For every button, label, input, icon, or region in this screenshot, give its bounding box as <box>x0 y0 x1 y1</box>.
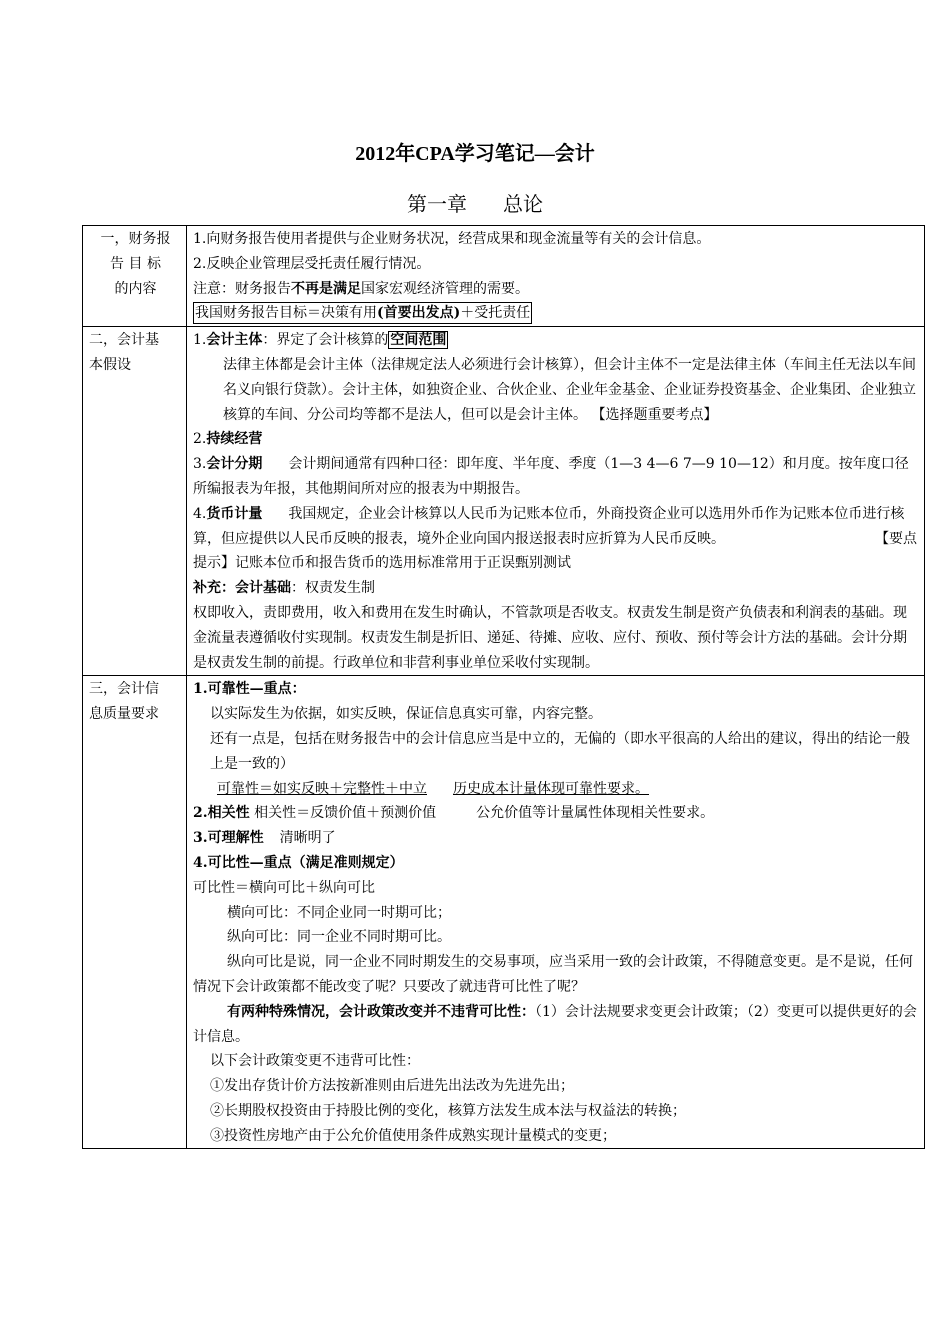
text: 国家宏观经济管理的需要。 <box>361 280 529 297</box>
text: 注意：财务报告 <box>193 280 291 297</box>
text: 我国财务报告目标＝决策有用 <box>195 305 377 322</box>
section-label <box>83 327 187 676</box>
label-line: 三，会计信 <box>89 681 159 698</box>
paragraph: 横向可比：不同企业同一时期可比； <box>227 904 451 921</box>
label-line: 的内容 <box>114 280 157 297</box>
paragraph: 2.反映企业管理层受托责任履行情况。 <box>193 255 431 272</box>
bold-text: 1.可靠性—重点 <box>193 681 292 698</box>
table-row <box>83 676 925 1149</box>
text: 清晰明了 <box>279 830 336 847</box>
paragraph: 纵向可比是说，同一企业不同时期发生的交易事项，应当采用一致的会计政策，不得随意变更。是不是说，任何情况下会计政策都不能改变了呢？只要改了就违背可比性了呢？ <box>193 954 913 995</box>
bold-text: 有两种特殊情况，会计政策改变并不违背可比性： <box>227 1003 535 1020</box>
label-line: 二，会计基 <box>89 332 159 349</box>
label-line: 息质量要求 <box>89 706 159 723</box>
label-line: 本假设 <box>89 356 131 373</box>
heading <box>193 826 920 851</box>
paragraph <box>193 576 920 601</box>
chapter-number: 第一章 <box>407 192 467 216</box>
paragraph <box>193 777 920 802</box>
text: 1. <box>193 332 207 349</box>
list-item: ①发出存货计价方法按新准则由后进先出法改为先进先出； <box>210 1078 574 1095</box>
heading <box>193 677 920 702</box>
paragraph: 纵向可比：同一企业不同时期可比。 <box>227 929 451 946</box>
paragraph: 还有一点是，包括在财务报告中的会计信息应当是中立的，无偏的（即水平很高的人给出的建议，得出的结论一般上是一致的） <box>210 730 910 772</box>
formula-box <box>193 302 532 324</box>
bold-text: 3.可理解性 <box>193 830 264 847</box>
bold-text: 会计分期 <box>206 456 263 473</box>
section-content <box>187 327 925 676</box>
list-item: ②长期股权投资由于持股比例的变化，核算方法发生成本法与权益法的转换； <box>210 1102 686 1119</box>
paragraph <box>193 328 920 353</box>
document-title: 2012年CPA学习笔记—会计 <box>355 143 595 165</box>
text: ：权责发生制 <box>291 580 375 597</box>
text: 2. <box>193 431 207 448</box>
paragraph <box>193 427 920 452</box>
table-row <box>83 327 925 676</box>
paragraph <box>193 1000 920 1050</box>
text: 会计期间通常有四种口径：即年度、半年度、季度（1—3 4—6 7—9 10—12）和月度。按年度口径所编报表为年报，其他期间所对应的报表为中期报告。 <box>193 456 909 497</box>
bold-text: 不再是满足 <box>291 280 361 297</box>
list-item: ③投资性房地产由于公允价值使用条件成熟实现计量模式的变更； <box>210 1127 616 1144</box>
section-content <box>187 226 925 327</box>
bold-text: 持续经营 <box>206 431 263 448</box>
bold-text: 货币计量 <box>206 505 263 522</box>
chapter-title <box>0 188 950 217</box>
table-row <box>83 226 925 327</box>
text: 【要点提示】记账本位币和报告货币的选用标准常用于正误甄别测试 <box>193 530 917 572</box>
paragraph: 以下会计政策变更不违背可比性： <box>210 1053 420 1070</box>
label-line: 告 目 标 <box>110 255 161 272</box>
boxed-term: 空间范围 <box>390 332 447 349</box>
paragraph <box>193 452 920 502</box>
text: 相关性＝反馈价值＋预测价值 <box>249 805 437 822</box>
underlined-text: 可靠性＝如实反映＋完整性＋中立 <box>217 780 427 797</box>
bold-text: 会计主体 <box>206 332 263 349</box>
note-paragraph <box>193 277 920 302</box>
text: ＋受托责任 <box>460 305 531 322</box>
bold-text: ： <box>291 681 306 698</box>
section-label <box>83 226 187 327</box>
section-content <box>187 676 925 1149</box>
bold-text: 补充：会计基础 <box>193 580 291 597</box>
paragraph: 法律主体都是会计主体（法律规定法人必须进行会计核算），但会计主体不一定是法律主体（车间主任无法以车间名义向银行贷款）。会计主体，如独资企业、合伙企业、企业年金基金、企业证券投资基金、企业集团、企业独立核算的车间、分公司均等都不是法人，但可以是会计主体。 【选择题重要考点】 <box>223 356 916 423</box>
paragraph <box>193 502 920 576</box>
underlined-text: 历史成本计量体现可靠性要求。 <box>453 780 649 797</box>
heading <box>193 801 920 826</box>
text: 公允价值等计量属性体现相关性要求。 <box>476 805 715 822</box>
bold-text: 2.相关性 <box>193 805 250 822</box>
notes-table <box>82 225 925 1149</box>
text: 我国规定，企业会计核算以人民币为记账本位币，外商投资企业可以选用外币作为记账本位币进行核算，但应提供以人民币反映的报表，境外企业向国内报送报表时应折算为人民币反映。 <box>193 505 905 547</box>
paragraph: 以实际发生为依据，如实反映，保证信息真实可靠，内容完整。 <box>210 706 602 723</box>
bold-text: (首要出发点) <box>377 305 461 322</box>
heading: 4.可比性—重点（满足准则规定） <box>193 854 404 871</box>
paragraph: 1.向财务报告使用者提供与企业财务状况，经营成果和现金流量等有关的会计信息。 <box>193 231 711 247</box>
paragraph: 权即收入，责即费用，收入和费用在发生时确认，不管款项是否收支。权责发生制是资产负债表和利润表的基础。现金流量表遵循收付实现制。权责发生制是折旧、递延、待摊、应收、应付、预收、预付等会计方法的基础。会计分期是权责发生制的前提。行政单位和非营利事业单位采收付实现制。 <box>193 604 907 671</box>
label-line: 一，财务报 <box>100 231 171 247</box>
text: （1）会计法规要求变更会计政策；（2）变更可以提供更好的会计信息。 <box>193 1003 917 1045</box>
text: 4. <box>193 505 207 522</box>
text: ：界定了会计核算的 <box>262 332 389 349</box>
section-label <box>83 676 187 1149</box>
text: 3. <box>193 456 207 473</box>
paragraph: 可比性＝横向可比＋纵向可比 <box>193 879 375 896</box>
boxed-paragraph <box>193 301 920 326</box>
chapter-name: 总论 <box>503 192 543 216</box>
